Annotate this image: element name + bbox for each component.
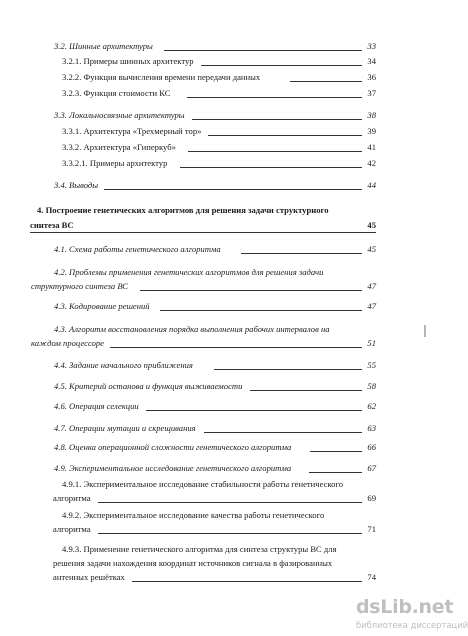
dot-leader [30,232,376,233]
toc-entry-title: 4.1. Схема работы генетического алгоритма [54,244,221,254]
watermark [356,596,468,634]
dot-leader [110,347,362,348]
toc-page-number: 62 [367,401,376,411]
dot-leader [164,50,362,51]
toc-entry-4-5 [54,380,376,393]
toc-entry-4-2 [31,266,376,293]
toc-entry-title: 4.9. Экспериментальное исследование генетического алгоритма [54,463,292,473]
toc-entry-4 [30,204,376,232]
dot-leader [241,253,362,254]
dot-leader [192,119,362,120]
toc-page-number: 38 [367,110,376,120]
toc-entry-title-line: антенных решётках [53,572,125,582]
toc-entry-title: 4.6. Операция селекции [54,401,139,411]
dot-leader [98,533,362,534]
dot-leader [214,369,362,370]
toc-page-number: 47 [367,301,376,311]
toc-entry-title: 3.3. Локальносвязные архитектуры [54,110,185,120]
toc-entry-4-9 [54,462,376,475]
dot-leader [201,65,362,66]
toc-entry-3-2-3 [62,87,376,100]
toc-page-number: 74 [367,572,376,582]
toc-entry-title: 3.2. Шинные архитектуры [54,41,153,51]
toc-entry-3-2-2 [62,71,376,84]
toc-entry-title: 3.3.1. Архитектура «Трехмерный тор» [62,126,202,136]
dot-leader [204,432,362,433]
toc-entry-3-3-1 [62,125,376,138]
toc-entry-title-line: каждом процессоре [31,338,104,348]
dot-leader [187,97,362,98]
toc-entry-title: 3.2.2. Функция вычисления времени передачи данных [62,72,261,82]
dot-leader [160,310,362,311]
toc-page-number: 47 [367,281,376,291]
toc-page-number: 69 [367,493,376,503]
dot-leader [290,81,362,82]
toc-page-number: 63 [367,423,376,433]
toc-entry-4-9-1 [54,478,376,505]
dot-leader [309,472,362,473]
dot-leader [180,167,362,168]
toc-entry-title-line: 4.9.3. Применение генетического алгоритма для синтеза структуры ВС для [62,544,337,554]
watermark-subtitle: библиотека диссертаций [356,620,468,630]
toc-page-number: 34 [367,56,376,66]
toc-page-number: 71 [367,524,376,534]
toc-page-number: 44 [367,180,376,190]
toc-entry-title-line: алгоритма [53,493,91,503]
toc-entry-title: 4.7. Операции мутации и скрещивания [54,423,196,433]
dot-leader [146,410,362,411]
toc-page-number: 66 [367,442,376,452]
toc-entry-title: 4.8. Оценка операционной сложности генетического алгоритма [54,442,292,452]
toc-entry-4-7 [54,422,376,435]
toc-entry-4-8 [54,441,376,454]
dot-leader [250,390,362,391]
dot-leader [208,135,362,136]
toc-entry-4-4 [54,359,376,372]
toc-entry-3-3-2-1 [62,157,376,170]
toc-entry-4-6 [54,400,376,413]
toc-entry-title: 3.2.1. Примеры шинных архитектур [62,56,194,66]
toc-page-number: 58 [367,381,376,391]
dot-leader [98,502,362,503]
dot-leader [132,581,362,582]
toc-entry-title: 4.5. Критерий останова и функция выживаемости [54,381,243,391]
toc-page-number: 33 [367,41,376,51]
dot-leader [140,290,362,291]
toc-entry-4-9-3 [54,543,376,585]
toc-entry-title: 3.4. Выводы [54,180,99,190]
toc-page-number: 41 [367,142,376,152]
toc-entry-title: 3.3.2.1. Примеры архитектур [62,158,168,168]
toc-entry-title-line: 4.9.1. Экспериментальное исследование стабильности работы генетического [62,479,344,489]
toc-entry-title-line: 4.2. Проблемы применения генетических алгоритмов для решения задачи [54,267,324,277]
toc-entry-4-3 [54,300,376,313]
toc-entry-4-9-2 [54,509,376,536]
toc-page-number: 67 [367,463,376,473]
toc-entry-title: 4.3. Кодирование решений [54,301,150,311]
toc-page-number: 45 [367,244,376,254]
toc-page-number: 42 [367,158,376,168]
toc-entry-3-4 [54,179,376,192]
toc-entry-title-line: 4.3. Алгоритм восстановления порядка выполнения рабочих интервалов на [54,324,330,334]
toc-entry-title: 3.2.3. Функция стоимости КС [62,88,171,98]
toc-entry-title: 3.3.2. Архитектура «Гиперкуб» [62,142,176,152]
scan-margin-mark [424,325,426,337]
toc-entry-4-1 [54,243,376,256]
toc-page-number: 45 [367,220,376,230]
toc-entry-title-line: 4.9.2. Экспериментальное исследование качества работы генетического [62,510,325,520]
toc-page-number: 36 [367,72,376,82]
toc-entry-title-line: синтеза ВС [30,220,74,230]
toc-entry-title: 4.4. Задание начального приближения [54,360,193,370]
toc-entry-3-3-2 [62,141,376,154]
toc-page-number: 39 [367,126,376,136]
toc-entry-3-3 [54,109,376,122]
dot-leader [188,151,362,152]
toc-entry-title-line: решения задачи нахождения координат источников сигнала в фазированных [53,558,333,568]
toc-entry-title-line: структурного синтеза ВС [31,281,128,291]
toc-entry-title-line: 4. Построение генетических алгоритмов для решения задачи структурного [37,205,329,215]
toc-page-number: 37 [367,88,376,98]
toc-entry-4-3-algorithm [31,323,376,350]
toc-entry-3-2-1 [62,55,376,68]
toc-page-number: 51 [367,338,376,348]
toc-entry-3-2 [54,40,376,53]
toc-entry-title-line: алгоритма [53,524,91,534]
dot-leader [104,189,362,190]
toc-page-number: 55 [367,360,376,370]
dot-leader [310,451,362,452]
watermark-logo: dsLib.net [356,596,454,618]
